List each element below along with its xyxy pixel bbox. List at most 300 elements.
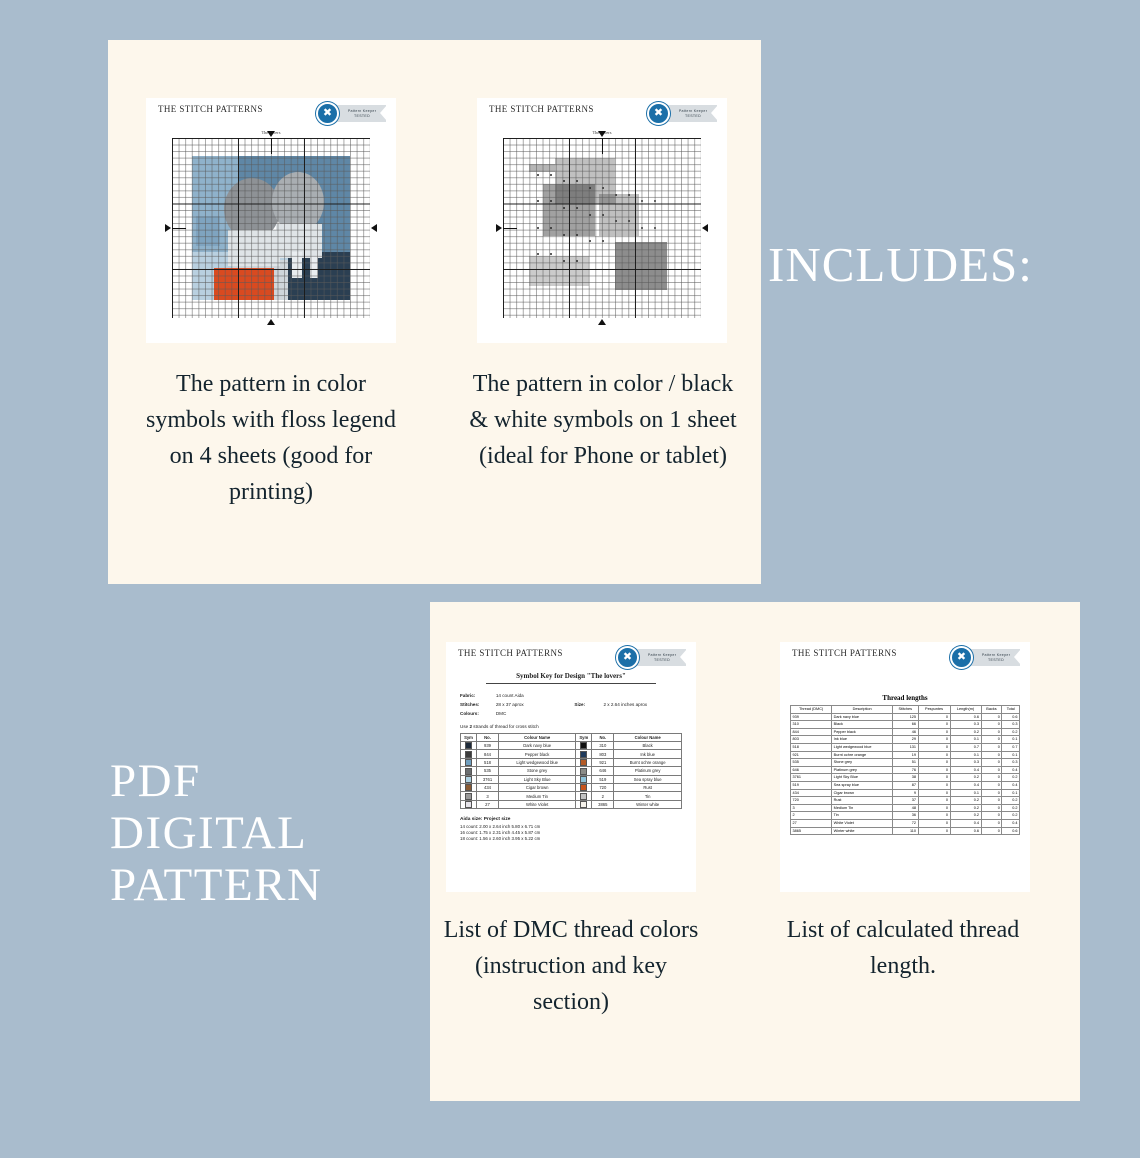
length-cell: 0.2 — [950, 797, 981, 805]
total-cell: 0.1 — [1002, 736, 1020, 744]
dmc-number-cell: 27 — [477, 800, 499, 808]
thread-number-cell: 3 — [791, 804, 832, 812]
column-header: Total — [1002, 706, 1020, 714]
key-divider — [486, 683, 656, 684]
thread-number-cell: 844 — [791, 728, 832, 736]
note-pre: Use — [460, 724, 470, 729]
stitches-cell: 19 — [893, 751, 919, 759]
aida-line: 16 count: 1.75 x 2.31 inch 4.45 x 5.87 cm — [460, 829, 541, 835]
total-cell: 0.3 — [1002, 759, 1020, 767]
symbol-cell — [461, 800, 477, 808]
symbol-cell — [461, 792, 477, 800]
stitches-cell: 125 — [893, 713, 919, 721]
pespuntes-cell: 0 — [918, 774, 950, 782]
dmc-number-cell: 535 — [477, 767, 499, 775]
total-cell: 0.6 — [1002, 827, 1020, 835]
description-cell: Light Sky Blue — [832, 774, 893, 782]
color-chart — [172, 130, 370, 318]
key-meta-list — [460, 691, 682, 718]
key-meta-row — [460, 700, 682, 709]
key-strand-note — [460, 724, 682, 729]
backs-cell: 0 — [981, 781, 1002, 789]
total-cell: 0.4 — [1002, 819, 1020, 827]
badge-check-icon: ✖ — [950, 646, 973, 669]
pespuntes-cell: 0 — [918, 759, 950, 767]
total-cell: 0.2 — [1002, 812, 1020, 820]
center-line-horizontal — [503, 228, 517, 229]
symbol-cell — [461, 783, 477, 791]
color-swatch — [465, 801, 472, 808]
thread-number-cell: 803 — [791, 736, 832, 744]
length-cell: 0.2 — [950, 812, 981, 820]
aida-lines — [460, 824, 682, 843]
pdf-digital-pattern-heading — [110, 755, 322, 911]
chart-grid-canvas — [172, 138, 370, 318]
dmc-key-table — [460, 733, 682, 809]
symbol-cell — [461, 767, 477, 775]
table-row — [791, 819, 1020, 827]
description-cell: Tin — [832, 812, 893, 820]
stitches-cell: 51 — [893, 759, 919, 767]
color-swatch — [465, 793, 472, 800]
thread-number-cell: 434 — [791, 789, 832, 797]
length-cell: 0.2 — [950, 728, 981, 736]
dmc-number-cell: 921 — [592, 758, 614, 766]
stitches-cell: 46 — [893, 728, 919, 736]
color-name-cell: Winter white — [614, 800, 682, 808]
stitches-cell: 72 — [893, 819, 919, 827]
key-sheet-body — [460, 672, 682, 843]
dmc-number-cell: 518 — [477, 758, 499, 766]
table-row — [461, 783, 682, 791]
color-swatch — [580, 759, 587, 766]
symbol-cell — [461, 742, 477, 750]
total-cell: 0.2 — [1002, 774, 1020, 782]
color-name-cell: Dark navy blue — [499, 742, 576, 750]
pespuntes-cell: 0 — [918, 812, 950, 820]
table-row — [791, 804, 1020, 812]
aida-size-block — [460, 817, 682, 843]
chart-grid-bold — [172, 138, 370, 318]
backs-cell: 0 — [981, 789, 1002, 797]
color-swatch — [580, 793, 587, 800]
note-strands: 2 — [469, 724, 473, 729]
badge-line1: Pattern Keeper — [347, 108, 377, 113]
length-cell: 0.4 — [950, 819, 981, 827]
key-meta-value2: 2 x 2.64 inches aprox — [603, 702, 648, 707]
caption-dmc-list: List of DMC thread colors (instruction and key section) — [443, 917, 699, 1015]
badge-check-icon: ✖ — [616, 646, 639, 669]
total-cell: 0.2 — [1002, 797, 1020, 805]
color-swatch — [465, 751, 472, 758]
center-tick-bottom — [267, 319, 275, 325]
backs-cell: 0 — [981, 812, 1002, 820]
dmc-number-cell: 2 — [592, 792, 614, 800]
aida-line: 18 count: 1.56 x 2.60 inch 3.95 x 5.22 cm — [460, 836, 541, 842]
length-cell: 0.4 — [950, 766, 981, 774]
thread-lengths-table — [790, 705, 1020, 835]
stitches-cell: 29 — [893, 736, 919, 744]
color-swatch — [465, 776, 472, 783]
column-header: Sym — [576, 734, 592, 742]
table-row — [791, 751, 1020, 759]
column-header: Length(m) — [950, 706, 981, 714]
color-name-cell: Tin — [614, 792, 682, 800]
chart-design-label: The lovers — [592, 130, 612, 135]
description-cell: Dark navy blue — [832, 713, 893, 721]
sheet-bw-symbols[interactable] — [477, 98, 727, 343]
color-name-cell: Ink blue — [614, 750, 682, 758]
badge-line2: TESTED — [654, 657, 670, 662]
badge-line1: Pattern Keeper — [647, 652, 677, 657]
length-cell: 0.1 — [950, 736, 981, 744]
caption-color-symbols: The pattern in color symbols with floss legend on 4 sheets (good for printing) — [146, 371, 396, 505]
color-name-cell: Stone grey — [499, 767, 576, 775]
thread-number-cell: 921 — [791, 751, 832, 759]
total-cell: 0.3 — [1002, 721, 1020, 729]
sheet-thread-lengths[interactable] — [780, 642, 1030, 892]
stitches-cell: 9 — [893, 789, 919, 797]
table-row — [791, 789, 1020, 797]
symbol-cell — [576, 742, 592, 750]
key-meta-label2 — [574, 709, 603, 718]
brand-title: THE STITCH PATTERNS — [792, 648, 897, 658]
color-name-cell: Black — [614, 742, 682, 750]
backs-cell: 0 — [981, 728, 1002, 736]
dmc-number-cell: 803 — [592, 750, 614, 758]
table-row — [791, 728, 1020, 736]
symbol-cell — [461, 758, 477, 766]
color-swatch — [580, 742, 587, 749]
pattern-keeper-badge — [616, 646, 686, 669]
key-meta-value: 14 count Aida — [495, 693, 524, 698]
stitches-cell: 76 — [893, 766, 919, 774]
symbol-cell — [461, 775, 477, 783]
table-row — [791, 743, 1020, 751]
table-row — [461, 800, 682, 808]
pespuntes-cell: 0 — [918, 797, 950, 805]
color-name-cell: Medium Tin — [499, 792, 576, 800]
includes-panel-top — [108, 40, 761, 584]
dmc-number-cell: 720 — [592, 783, 614, 791]
stitches-cell: 48 — [893, 804, 919, 812]
color-name-cell: Rust — [614, 783, 682, 791]
backs-cell: 0 — [981, 759, 1002, 767]
symbol-cell — [576, 800, 592, 808]
stitches-cell: 66 — [893, 721, 919, 729]
description-cell: Rust — [832, 797, 893, 805]
color-name-cell: Burnt ochre orange — [614, 758, 682, 766]
backs-cell: 0 — [981, 766, 1002, 774]
table-row — [461, 792, 682, 800]
key-meta-value2 — [603, 709, 682, 718]
thread-number-cell: 519 — [791, 781, 832, 789]
description-cell: Burnt ochre orange — [832, 751, 893, 759]
dmc-number-cell: 844 — [477, 750, 499, 758]
color-swatch — [465, 759, 472, 766]
aida-line: 14 count: 2.00 x 2.64 inch 5.80 x 6.71 cm — [460, 823, 541, 829]
total-cell: 0.6 — [1002, 713, 1020, 721]
sheet-dmc-key[interactable] — [446, 642, 696, 892]
stitches-cell: 87 — [893, 781, 919, 789]
badge-line1: Pattern Keeper — [981, 652, 1011, 657]
pespuntes-cell: 0 — [918, 789, 950, 797]
table-header-row — [461, 734, 682, 742]
table-row — [791, 774, 1020, 782]
thread-sheet-body — [790, 694, 1020, 835]
column-header: Thread (DMC) — [791, 706, 832, 714]
color-name-cell: Light Sky Blue — [499, 775, 576, 783]
column-header: No. — [592, 734, 614, 742]
color-swatch — [465, 742, 472, 749]
table-body — [791, 713, 1020, 835]
backs-cell: 0 — [981, 827, 1002, 835]
backs-cell: 0 — [981, 804, 1002, 812]
thread-number-cell: 518 — [791, 743, 832, 751]
aida-heading: Aida size: Project size — [460, 817, 511, 823]
dmc-number-cell: 3865 — [592, 800, 614, 808]
sheet-header — [477, 98, 727, 124]
key-meta-row — [460, 709, 682, 718]
column-header: Colour Name — [614, 734, 682, 742]
includes-panel-bottom — [430, 602, 1080, 1101]
color-name-cell: Cigar brown — [499, 783, 576, 791]
color-name-cell: Sea spray blue — [614, 775, 682, 783]
color-swatch — [580, 784, 587, 791]
pattern-keeper-badge — [316, 102, 386, 125]
description-cell: Medium Tin — [832, 804, 893, 812]
description-cell: Sea spray blue — [832, 781, 893, 789]
key-meta-label: Stitches: — [460, 702, 480, 707]
description-cell: White Violet — [832, 819, 893, 827]
center-tick-right — [371, 224, 377, 232]
dmc-number-cell: 519 — [592, 775, 614, 783]
color-swatch — [580, 751, 587, 758]
table-row — [461, 750, 682, 758]
thread-number-cell: 535 — [791, 759, 832, 767]
color-swatch — [465, 768, 472, 775]
color-swatch — [580, 801, 587, 808]
badge-check-icon: ✖ — [647, 102, 670, 125]
thread-number-cell: 3761 — [791, 774, 832, 782]
color-swatch — [580, 776, 587, 783]
description-cell: Ink blue — [832, 736, 893, 744]
pdf-heading-line-2: DIGITAL — [110, 807, 308, 859]
stitches-cell: 110 — [893, 827, 919, 835]
symbol-cell — [576, 775, 592, 783]
length-cell: 0.3 — [950, 721, 981, 729]
dmc-number-cell: 3 — [477, 792, 499, 800]
color-swatch — [465, 784, 472, 791]
description-cell: Light wedgewood blue — [832, 743, 893, 751]
table-row — [791, 827, 1020, 835]
table-row — [791, 812, 1020, 820]
chart-design-label: The lovers — [261, 130, 281, 135]
color-swatch — [580, 768, 587, 775]
table-row — [791, 781, 1020, 789]
total-cell: 0.4 — [1002, 781, 1020, 789]
table-row — [791, 797, 1020, 805]
backs-cell: 0 — [981, 751, 1002, 759]
symbol-cell — [461, 750, 477, 758]
dmc-number-cell: 310 — [592, 742, 614, 750]
pespuntes-cell: 0 — [918, 728, 950, 736]
pespuntes-cell: 0 — [918, 721, 950, 729]
badge-line2: TESTED — [988, 657, 1004, 662]
length-cell: 0.6 — [950, 713, 981, 721]
table-row — [791, 766, 1020, 774]
pdf-heading-line-3: PATTERN — [110, 859, 323, 911]
chart-grid-bold — [503, 138, 701, 318]
symbol-cell — [576, 783, 592, 791]
key-meta-label2: Size: — [574, 702, 586, 707]
symbol-cell — [576, 750, 592, 758]
length-cell: 0.1 — [950, 751, 981, 759]
color-name-cell: Light wedgewood blue — [499, 758, 576, 766]
backs-cell: 0 — [981, 743, 1002, 751]
column-header: Backs — [981, 706, 1002, 714]
center-line-horizontal — [172, 228, 186, 229]
pespuntes-cell: 0 — [918, 751, 950, 759]
column-header: Sym — [461, 734, 477, 742]
length-cell: 0.3 — [950, 759, 981, 767]
includes-heading: INCLUDES: — [768, 237, 1033, 292]
total-cell: 0.1 — [1002, 789, 1020, 797]
color-name-cell: White Violet — [499, 800, 576, 808]
pespuntes-cell: 0 — [918, 743, 950, 751]
description-cell: Winter white — [832, 827, 893, 835]
key-meta-value: 28 x 37 aprox — [495, 702, 524, 707]
length-cell: 0.7 — [950, 743, 981, 751]
backs-cell: 0 — [981, 736, 1002, 744]
length-cell: 0.4 — [950, 781, 981, 789]
length-cell: 0.2 — [950, 774, 981, 782]
symbol-cell — [576, 767, 592, 775]
pespuntes-cell: 0 — [918, 804, 950, 812]
brand-title: THE STITCH PATTERNS — [458, 648, 563, 658]
pespuntes-cell: 0 — [918, 827, 950, 835]
key-sheet-title: Symbol Key for Design "The lovers" — [516, 672, 626, 680]
symbol-cell — [576, 792, 592, 800]
total-cell: 0.1 — [1002, 751, 1020, 759]
key-meta-value2 — [603, 691, 682, 700]
length-cell: 0.1 — [950, 789, 981, 797]
dmc-number-cell: 3761 — [477, 775, 499, 783]
center-tick-right — [702, 224, 708, 232]
center-tick-left — [496, 224, 502, 232]
center-line-vertical — [271, 138, 272, 154]
dmc-number-cell: 434 — [477, 783, 499, 791]
thread-number-cell: 310 — [791, 721, 832, 729]
center-tick-top — [267, 131, 275, 137]
table-row — [461, 758, 682, 766]
thread-number-cell: 646 — [791, 766, 832, 774]
pespuntes-cell: 0 — [918, 766, 950, 774]
key-meta-value: DMC — [495, 711, 507, 716]
badge-line2: TESTED — [685, 113, 701, 118]
description-cell: Platinum grey — [832, 766, 893, 774]
thread-number-cell: 3865 — [791, 827, 832, 835]
sheet-header — [446, 642, 696, 668]
table-row — [791, 713, 1020, 721]
pespuntes-cell: 0 — [918, 781, 950, 789]
stitches-cell: 36 — [893, 812, 919, 820]
column-header: Colour Name — [499, 734, 576, 742]
key-meta-row — [460, 691, 682, 700]
column-header: Description — [832, 706, 893, 714]
caption-bw-symbols: The pattern in color / black & white symbols on 1 sheet (ideal for Phone or tablet) — [469, 371, 737, 469]
pattern-keeper-badge — [950, 646, 1020, 669]
stitches-cell: 38 — [893, 774, 919, 782]
length-cell: 0.2 — [950, 804, 981, 812]
dmc-number-cell: 939 — [477, 742, 499, 750]
backs-cell: 0 — [981, 713, 1002, 721]
sheet-header — [780, 642, 1030, 668]
backs-cell: 0 — [981, 774, 1002, 782]
description-cell: Black — [832, 721, 893, 729]
table-row — [791, 721, 1020, 729]
caption-thread-length: List of calculated thread length. — [786, 917, 1020, 979]
sheet-color-symbols[interactable] — [146, 98, 396, 343]
column-header: Pespuntes — [918, 706, 950, 714]
dmc-number-cell: 646 — [592, 767, 614, 775]
thread-lengths-title: Thread lengths — [882, 694, 928, 702]
total-cell: 0.2 — [1002, 804, 1020, 812]
badge-check-icon: ✖ — [316, 102, 339, 125]
center-line-vertical — [602, 138, 603, 154]
description-cell: Cigar brown — [832, 789, 893, 797]
table-row — [791, 736, 1020, 744]
stitches-cell: 131 — [893, 743, 919, 751]
key-meta-label2 — [574, 691, 603, 700]
symbol-cell — [576, 758, 592, 766]
note-post: strands of thread for cross stitch — [472, 724, 539, 729]
description-cell: Stone grey — [832, 759, 893, 767]
table-row — [461, 775, 682, 783]
description-cell: Pepper black — [832, 728, 893, 736]
pespuntes-cell: 0 — [918, 713, 950, 721]
color-name-cell: Pepper black — [499, 750, 576, 758]
brand-title: THE STITCH PATTERNS — [158, 104, 263, 114]
key-meta-label: Fabric: — [460, 693, 476, 698]
key-meta-label: Colours: — [460, 711, 479, 716]
center-tick-left — [165, 224, 171, 232]
table-header-row — [791, 706, 1020, 714]
color-name-cell: Platinum grey — [614, 767, 682, 775]
thread-number-cell: 939 — [791, 713, 832, 721]
total-cell: 0.2 — [1002, 728, 1020, 736]
sheet-header — [146, 98, 396, 124]
total-cell: 0.4 — [1002, 766, 1020, 774]
table-row — [791, 759, 1020, 767]
pespuntes-cell: 0 — [918, 819, 950, 827]
thread-number-cell: 2 — [791, 812, 832, 820]
column-header: No. — [477, 734, 499, 742]
table-body — [461, 742, 682, 809]
pdf-heading-line-1: PDF — [110, 755, 201, 807]
table-row — [461, 767, 682, 775]
total-cell: 0.7 — [1002, 743, 1020, 751]
center-tick-top — [598, 131, 606, 137]
center-tick-bottom — [598, 319, 606, 325]
pattern-keeper-badge — [647, 102, 717, 125]
thread-number-cell: 720 — [791, 797, 832, 805]
stitches-cell: 37 — [893, 797, 919, 805]
bw-chart — [503, 130, 701, 318]
pespuntes-cell: 0 — [918, 736, 950, 744]
chart-grid-canvas — [503, 138, 701, 318]
backs-cell: 0 — [981, 797, 1002, 805]
